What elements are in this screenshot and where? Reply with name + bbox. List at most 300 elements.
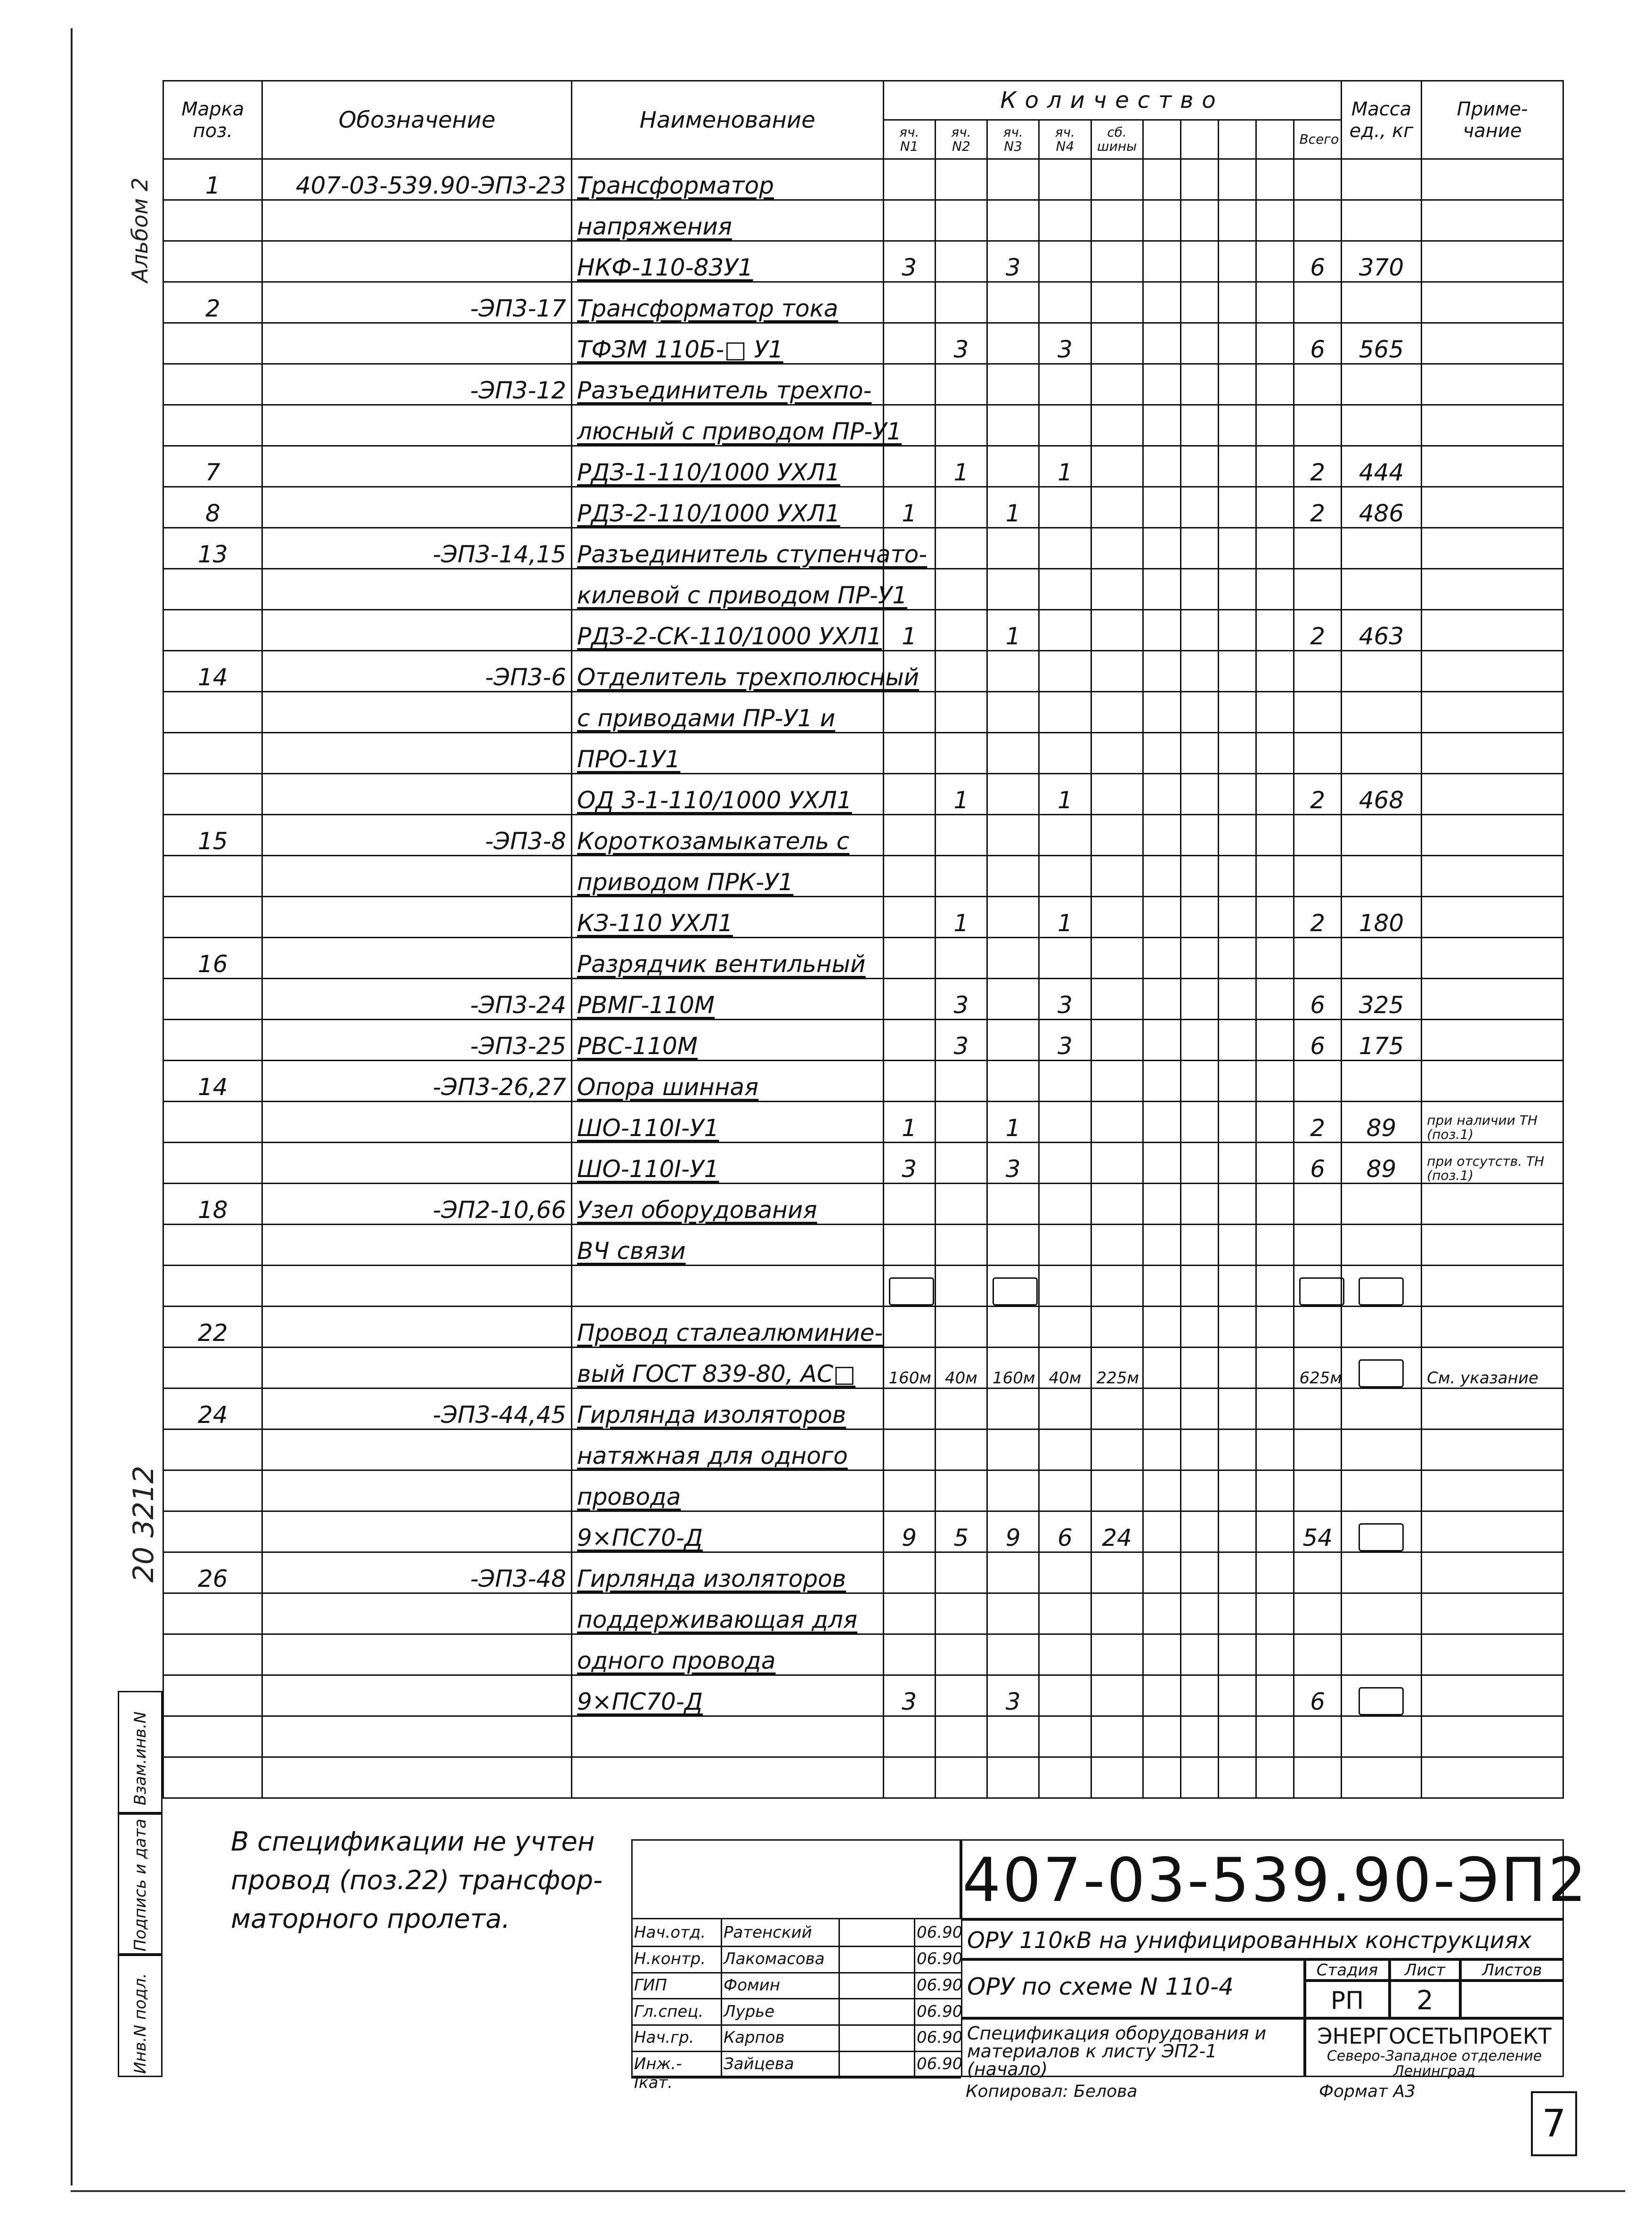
row-qty-5 (1091, 1757, 1143, 1798)
row-name: Трансформатор (572, 159, 884, 200)
row-qty-7 (1180, 1675, 1218, 1716)
row-qty-1 (883, 897, 935, 938)
row-qty-5 (1091, 1184, 1143, 1225)
row-qty-10: 2 (1294, 774, 1341, 815)
row-note (1422, 1389, 1563, 1429)
row-name: ОД 3-1-110/1000 УХЛ1 (572, 774, 884, 815)
row-qty-2 (935, 1716, 987, 1757)
row-designation (262, 733, 572, 774)
row-qty-2 (935, 938, 987, 979)
row-qty-9 (1256, 1102, 1294, 1143)
row-qty-5 (1091, 1470, 1143, 1511)
empty-box (993, 1277, 1038, 1306)
stamp-divider (721, 1972, 722, 1998)
row-qty-1: 3 (883, 1143, 935, 1184)
row-qty-7 (1180, 1634, 1218, 1675)
empty-box (889, 1277, 934, 1306)
row-qty-8 (1219, 1348, 1256, 1389)
table-row (163, 733, 1563, 774)
row-designation (262, 1307, 572, 1348)
row-designation: -ЭП3-44,45 (262, 1389, 572, 1429)
row-qty-5 (1091, 1061, 1143, 1102)
row-designation (262, 1348, 572, 1389)
row-qty-10 (1294, 1552, 1341, 1593)
row-qty-2 (935, 487, 987, 528)
row-note (1422, 1184, 1563, 1225)
row-mark: 1 (163, 159, 262, 200)
row-qty-5 (1091, 938, 1143, 979)
row-mark (163, 1020, 262, 1061)
table-row (163, 815, 1563, 856)
row-qty-7 (1180, 1716, 1218, 1757)
row-qty-4: 1 (1039, 446, 1091, 487)
row-qty-8 (1219, 159, 1256, 200)
replace-inv-label: Взам.инв.N (131, 1711, 150, 1805)
row-qty-9 (1256, 1061, 1294, 1102)
row-mass: 463 (1341, 610, 1421, 651)
row-qty-9 (1256, 692, 1294, 733)
row-mark (163, 774, 262, 815)
row-designation: -ЭП3-17 (262, 282, 572, 323)
row-mass (1341, 159, 1421, 200)
row-name: ВЧ связи (572, 1225, 884, 1266)
row-qty-7 (1180, 528, 1218, 569)
row-qty-6 (1143, 733, 1180, 774)
row-qty-2 (935, 733, 987, 774)
row-designation (262, 1675, 572, 1716)
row-qty-5 (1091, 856, 1143, 897)
row-qty-9 (1256, 1511, 1294, 1552)
signature-name: Зайцева (724, 2054, 794, 2074)
row-qty-9 (1256, 1634, 1294, 1675)
row-qty-3 (987, 569, 1039, 610)
row-designation (262, 1757, 572, 1798)
row-note (1422, 1307, 1563, 1348)
row-mark (163, 1143, 262, 1184)
row-qty-7 (1180, 1061, 1218, 1102)
row-qty-1 (883, 282, 935, 323)
row-qty-10 (1294, 692, 1341, 733)
row-qty-1: 1 (883, 610, 935, 651)
row-qty-7 (1180, 1429, 1218, 1470)
row-qty-3 (987, 1184, 1039, 1225)
row-qty-2: 3 (935, 979, 987, 1020)
qty-col-6 (1143, 120, 1180, 159)
row-note (1422, 1266, 1563, 1307)
row-qty-8 (1219, 1225, 1256, 1266)
stamp-divider (914, 2051, 915, 2077)
row-mark: 16 (163, 938, 262, 979)
qty-col-8 (1219, 120, 1256, 159)
row-designation: -ЭП3-14,15 (262, 528, 572, 569)
row-note (1422, 1020, 1563, 1061)
row-qty-6 (1143, 1143, 1180, 1184)
row-note (1422, 1675, 1563, 1716)
stamp-divider (838, 1972, 840, 1998)
row-note (1422, 200, 1563, 241)
row-qty-4 (1039, 1061, 1091, 1102)
table-row (163, 1429, 1563, 1470)
inv-label: Инв.N подл. (131, 1973, 150, 2074)
row-designation (262, 692, 572, 733)
row-qty-4 (1039, 1552, 1091, 1593)
row-qty-8 (1219, 1511, 1256, 1552)
row-qty-1 (883, 1225, 935, 1266)
row-qty-5 (1091, 1225, 1143, 1266)
row-qty-7 (1180, 610, 1218, 651)
row-qty-9 (1256, 1593, 1294, 1634)
row-qty-1 (883, 159, 935, 200)
row-qty-7 (1180, 200, 1218, 241)
row-qty-5 (1091, 1307, 1143, 1348)
row-qty-10: 6 (1294, 323, 1341, 364)
row-qty-4 (1039, 856, 1091, 897)
row-qty-5 (1091, 774, 1143, 815)
row-designation (262, 1511, 572, 1552)
row-qty-4 (1039, 1184, 1091, 1225)
row-mark: 14 (163, 1061, 262, 1102)
row-qty-7 (1180, 241, 1218, 282)
table-row (163, 1061, 1563, 1102)
row-name: РДЗ-1-110/1000 УХЛ1 (572, 446, 884, 487)
row-mark (163, 733, 262, 774)
row-qty-6 (1143, 1675, 1180, 1716)
row-note (1422, 405, 1563, 446)
row-qty-4 (1039, 1307, 1091, 1348)
row-note (1422, 241, 1563, 282)
row-qty-2 (935, 364, 987, 405)
row-designation (262, 446, 572, 487)
row-qty-1: 160м (883, 1348, 935, 1389)
row-qty-5 (1091, 569, 1143, 610)
row-qty-9 (1256, 1020, 1294, 1061)
row-qty-9 (1256, 897, 1294, 938)
row-qty-2: 3 (935, 1020, 987, 1061)
row-qty-5 (1091, 733, 1143, 774)
row-name: ТФЗМ 110Б-□ У1 (572, 323, 884, 364)
signature-date: 06.90 (917, 1923, 963, 1942)
row-mass (1341, 1511, 1421, 1552)
col-quantity: Количество (883, 81, 1341, 120)
row-qty-3: 3 (987, 1143, 1039, 1184)
row-qty-7 (1180, 364, 1218, 405)
row-designation (262, 405, 572, 446)
row-name: килевой с приводом ПР-У1 (572, 569, 884, 610)
row-qty-9 (1256, 651, 1294, 692)
row-qty-3 (987, 1593, 1039, 1634)
row-qty-3 (987, 774, 1039, 815)
qty-col-7 (1180, 120, 1218, 159)
row-qty-5 (1091, 1675, 1143, 1716)
row-qty-1 (883, 1634, 935, 1675)
row-qty-8 (1219, 1675, 1256, 1716)
row-qty-3 (987, 159, 1039, 200)
row-note (1422, 938, 1563, 979)
row-qty-7 (1180, 1348, 1218, 1389)
row-note (1422, 1225, 1563, 1266)
row-qty-1: 1 (883, 487, 935, 528)
row-qty-2 (935, 692, 987, 733)
empty-box (1359, 1523, 1404, 1551)
row-designation (262, 774, 572, 815)
row-qty-5 (1091, 1634, 1143, 1675)
row-qty-4 (1039, 1429, 1091, 1470)
table-row (163, 1389, 1563, 1429)
table-row (163, 528, 1563, 569)
row-name: провода (572, 1470, 884, 1511)
row-mark (163, 1470, 262, 1511)
row-qty-6 (1143, 446, 1180, 487)
row-mass (1341, 1429, 1421, 1470)
row-qty-1 (883, 1552, 935, 1593)
row-qty-9 (1256, 1552, 1294, 1593)
qty-col-2: яч. N2 (935, 120, 987, 159)
row-qty-10: 2 (1294, 1102, 1341, 1143)
row-designation (262, 1266, 572, 1307)
row-name: 9×ПС70-Д (572, 1511, 884, 1552)
row-qty-7 (1180, 651, 1218, 692)
stamp-divider (721, 1998, 722, 2025)
row-qty-9 (1256, 159, 1294, 200)
row-qty-2 (935, 282, 987, 323)
row-qty-8 (1219, 200, 1256, 241)
row-qty-10 (1294, 528, 1341, 569)
row-note (1422, 856, 1563, 897)
row-qty-5 (1091, 1593, 1143, 1634)
row-name: напряжения (572, 200, 884, 241)
col-note: Приме- чание (1422, 81, 1563, 159)
col-designation: Обозначение (262, 81, 572, 159)
row-mass (1341, 733, 1421, 774)
row-qty-6 (1143, 1757, 1180, 1798)
row-mark: 26 (163, 1552, 262, 1593)
stamp-divider (838, 1919, 840, 1946)
row-qty-2 (935, 1634, 987, 1675)
doc-code: 407-03-539.90-ЭП2 (961, 1839, 1564, 1919)
row-qty-7 (1180, 815, 1218, 856)
row-qty-6 (1143, 1020, 1180, 1061)
row-designation (262, 1225, 572, 1266)
table-row (163, 282, 1563, 323)
col-mark: Марка поз. (163, 81, 262, 159)
col-name: Наименование (572, 81, 884, 159)
row-name: Разъединитель трехпо- (572, 364, 884, 405)
row-name: РВС-110М (572, 1020, 884, 1061)
row-mass (1341, 200, 1421, 241)
table-row (163, 1307, 1563, 1348)
row-qty-7 (1180, 938, 1218, 979)
row-qty-1 (883, 1020, 935, 1061)
stamp-divider (914, 1919, 915, 1946)
row-designation: -ЭП3-25 (262, 1020, 572, 1061)
row-qty-5 (1091, 692, 1143, 733)
row-qty-10 (1294, 815, 1341, 856)
row-qty-8 (1219, 1020, 1256, 1061)
row-qty-9 (1256, 938, 1294, 979)
row-designation (262, 1470, 572, 1511)
row-qty-2 (935, 1102, 987, 1143)
row-qty-10 (1294, 200, 1341, 241)
row-qty-5 (1091, 610, 1143, 651)
row-qty-1 (883, 1593, 935, 1634)
row-mass (1341, 1225, 1421, 1266)
signature-row (631, 1998, 961, 2026)
row-mass: 444 (1341, 446, 1421, 487)
row-note (1422, 979, 1563, 1020)
row-qty-7 (1180, 733, 1218, 774)
row-qty-9 (1256, 1429, 1294, 1470)
row-qty-4 (1039, 733, 1091, 774)
row-qty-7 (1180, 446, 1218, 487)
row-note (1422, 774, 1563, 815)
album-note: Альбом 2 (127, 177, 153, 283)
stamp-divider (838, 1946, 840, 1972)
row-qty-6 (1143, 405, 1180, 446)
row-qty-1 (883, 323, 935, 364)
row-mark (163, 610, 262, 651)
row-qty-9 (1256, 1307, 1294, 1348)
row-qty-8 (1219, 282, 1256, 323)
row-qty-2 (935, 1389, 987, 1429)
row-name: поддерживающая для (572, 1593, 884, 1634)
org-block (1305, 2018, 1564, 2077)
row-qty-1 (883, 1184, 935, 1225)
row-designation (262, 610, 572, 651)
row-designation: -ЭП2-10,66 (262, 1184, 572, 1225)
row-designation (262, 241, 572, 282)
row-qty-7 (1180, 323, 1218, 364)
row-qty-2 (935, 405, 987, 446)
table-row (163, 610, 1563, 651)
row-qty-4: 1 (1039, 774, 1091, 815)
table-row (163, 1348, 1563, 1389)
row-designation: -ЭП3-48 (262, 1552, 572, 1593)
row-qty-6 (1143, 1634, 1180, 1675)
row-note: См. указание (1422, 1348, 1563, 1389)
row-qty-10 (1294, 1429, 1341, 1470)
row-qty-5: 24 (1091, 1511, 1143, 1552)
row-mass (1341, 1552, 1421, 1593)
row-qty-9 (1256, 282, 1294, 323)
row-name: Короткозамыкатель с (572, 815, 884, 856)
row-qty-7 (1180, 1757, 1218, 1798)
row-qty-8 (1219, 446, 1256, 487)
row-qty-8 (1219, 1307, 1256, 1348)
row-qty-9 (1256, 1225, 1294, 1266)
table-row (163, 979, 1563, 1020)
row-designation (262, 200, 572, 241)
row-qty-5 (1091, 1716, 1143, 1757)
table-row (163, 1102, 1563, 1143)
row-qty-10 (1294, 1470, 1341, 1511)
row-mark (163, 1429, 262, 1470)
signature-row (631, 2024, 961, 2052)
header-row-1 (163, 81, 1563, 120)
table-row (163, 1511, 1563, 1552)
row-qty-4 (1039, 1102, 1091, 1143)
row-name: РВМГ-110М (572, 979, 884, 1020)
row-qty-3 (987, 938, 1039, 979)
row-name (572, 1757, 884, 1798)
row-qty-4 (1039, 364, 1091, 405)
row-mass (1341, 1757, 1421, 1798)
sheet-value: 2 (1390, 1981, 1460, 2018)
row-qty-3: 1 (987, 1102, 1039, 1143)
signature-role: ГИП (634, 1975, 667, 1995)
row-note (1422, 446, 1563, 487)
row-qty-2: 5 (935, 1511, 987, 1552)
row-qty-4 (1039, 528, 1091, 569)
row-qty-5 (1091, 487, 1143, 528)
row-qty-2 (935, 200, 987, 241)
row-note (1422, 815, 1563, 856)
row-qty-4 (1039, 1634, 1091, 1675)
row-qty-6 (1143, 1593, 1180, 1634)
row-mass (1341, 1716, 1421, 1757)
row-qty-4 (1039, 610, 1091, 651)
row-mass (1341, 938, 1421, 979)
row-qty-7 (1180, 1307, 1218, 1348)
row-qty-6 (1143, 528, 1180, 569)
row-qty-9 (1256, 200, 1294, 241)
row-qty-7 (1180, 1020, 1218, 1061)
row-mass (1341, 1348, 1421, 1389)
empty-box (1359, 1359, 1404, 1388)
row-qty-8 (1219, 610, 1256, 651)
row-qty-9 (1256, 528, 1294, 569)
row-qty-4 (1039, 815, 1091, 856)
stamp-divider (838, 2051, 840, 2077)
row-mark (163, 1675, 262, 1716)
row-mass: 468 (1341, 774, 1421, 815)
row-qty-8 (1219, 1634, 1256, 1675)
row-qty-10 (1294, 159, 1341, 200)
row-name: Опора шинная (572, 1061, 884, 1102)
row-qty-5 (1091, 528, 1143, 569)
row-qty-5 (1091, 200, 1143, 241)
row-mass (1341, 1184, 1421, 1225)
row-qty-4 (1039, 1593, 1091, 1634)
row-mark (163, 1716, 262, 1757)
row-qty-8 (1219, 1716, 1256, 1757)
signature-role: Н.контр. (634, 1949, 706, 1968)
row-mark (163, 405, 262, 446)
empty-box (1359, 1277, 1404, 1306)
sheet-label: Лист (1390, 1959, 1460, 1981)
row-qty-5: 225м (1091, 1348, 1143, 1389)
row-name: КЗ-110 УХЛ1 (572, 897, 884, 938)
row-qty-1 (883, 1307, 935, 1348)
table-row (163, 1552, 1563, 1593)
row-qty-8 (1219, 241, 1256, 282)
row-qty-2 (935, 1307, 987, 1348)
signature-role: Нач.отд. (634, 1923, 706, 1942)
row-qty-1 (883, 1061, 935, 1102)
empty-box (1359, 1687, 1404, 1715)
row-mass (1341, 1307, 1421, 1348)
row-qty-4: 3 (1039, 323, 1091, 364)
row-qty-10 (1294, 1061, 1341, 1102)
stamp-divider (838, 1998, 840, 2025)
row-qty-9 (1256, 979, 1294, 1020)
row-qty-7 (1180, 1552, 1218, 1593)
row-qty-8 (1219, 364, 1256, 405)
signature-row (631, 1919, 961, 1947)
signature-name: Лурье (724, 2002, 775, 2021)
row-qty-8 (1219, 938, 1256, 979)
row-qty-9 (1256, 1348, 1294, 1389)
row-qty-7 (1180, 856, 1218, 897)
